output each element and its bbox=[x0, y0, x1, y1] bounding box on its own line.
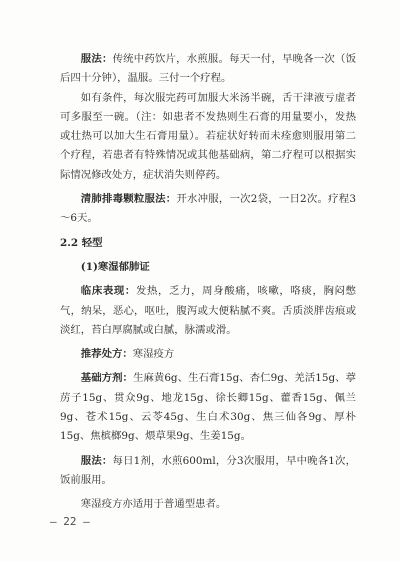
document-body bbox=[60, 50, 356, 515]
usage-text: 传统中药饮片，水煎服。每天一付，早晚各一次（饭后四十分钟），温服。三付一个疗程。 bbox=[60, 53, 357, 85]
usage-paragraph bbox=[60, 50, 356, 89]
dosage-paragraph bbox=[60, 452, 356, 491]
granule-text: 开水冲服，一次2袋，一日2次。疗程3～6天。 bbox=[60, 193, 356, 225]
page-number: — 22 — bbox=[50, 515, 90, 528]
subsection-heading: (1)寒湿郁肺证 bbox=[80, 260, 150, 273]
recommend-paragraph bbox=[60, 345, 356, 364]
dosage-label: 服法： bbox=[80, 454, 113, 467]
formula-label: 基础方剂： bbox=[80, 372, 133, 385]
recommend-text: 寒湿疫方 bbox=[132, 348, 175, 361]
clinical-paragraph bbox=[60, 282, 356, 340]
clinical-text: 发热，乏力，周身酸痛，咳嗽，咯痰，胸闷憋气，纳呆，恶心，呕吐，腹泻或大便粘腻不爽。舌质淡胖齿痕或淡红，苔白厚腐腻或白腻，脉濡或滑。 bbox=[60, 285, 357, 336]
formula-text: 生麻黄6g、生石膏15g、杏仁9g、羌活15g、葶苈子15g、贯众9g、地龙15g、徐长卿15g、藿香15g、佩兰9g、苍术15g、云苓45g、生白术30g、焦三仙各9g、厚朴15g、焦槟榔9g、煨草果9g、生姜15g。 bbox=[60, 372, 356, 443]
granule-label: 清肺排毒颗粒服法： bbox=[80, 193, 177, 206]
section-heading: 2.2 轻型 bbox=[60, 236, 103, 249]
note-paragraph: 如有条件，每次服完药可加服大米汤半碗，舌干津液亏虚者可多服至一碗。（注：如患者不发热则生石膏的用量要小，发热或壮热可以加大生石膏用量）。若症状好转而未痊愈则服用第二个疗程，若患者有特殊情况或其他基础病，第二疗程可以根据实际情况修改处方，症状消失则停药。 bbox=[60, 91, 356, 181]
clinical-label: 临床表现： bbox=[80, 285, 136, 298]
granule-paragraph bbox=[60, 190, 356, 229]
dosage-text: 每日1剂，水煎600ml，分3次服用，早中晚各1次，饭前服用。 bbox=[60, 454, 357, 486]
formula-paragraph bbox=[60, 369, 356, 446]
recommend-label: 推荐处方： bbox=[80, 348, 133, 361]
applicability-note: 寒湿疫方亦适用于普通型患者。 bbox=[80, 498, 227, 511]
usage-label: 服法： bbox=[80, 53, 113, 65]
